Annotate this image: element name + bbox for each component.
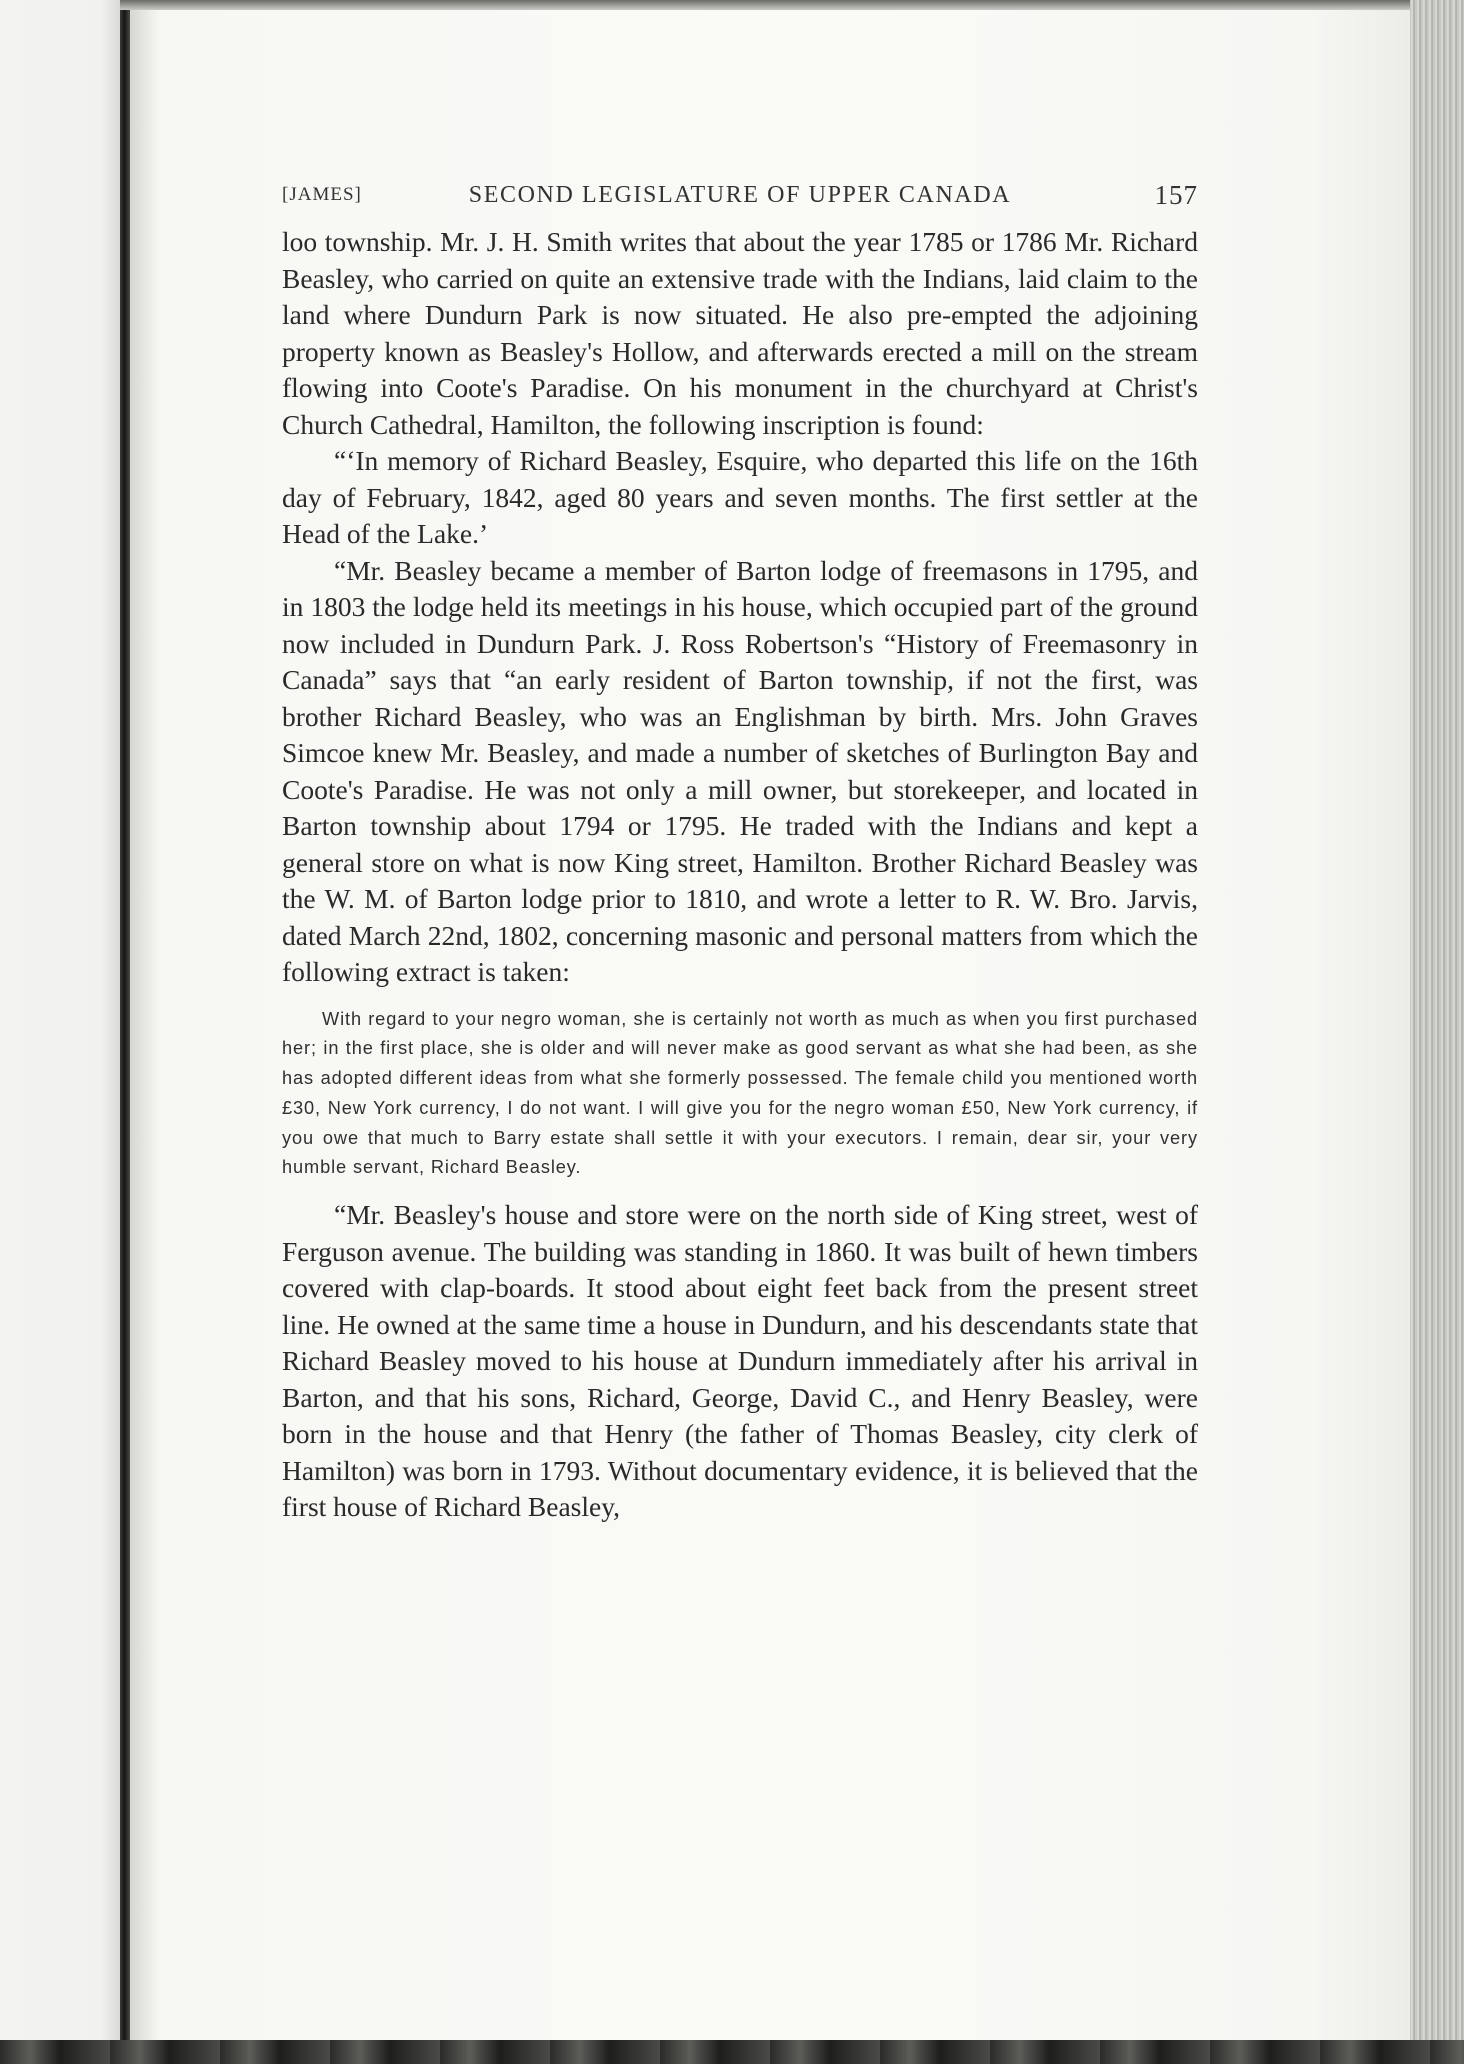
paragraph-house: “Mr. Beasley's house and store were on the north side of King street, west of Ferguson avenue. The building was standing in 1860. It was built of hewn timbers covered with clap-boards. It stood about eight feet back from the present street line. He owned at the same time a house in Dundurn, and his descendants state that Richard Beasley moved to his house at Dundurn immediately after his arrival in Barton, and that his sons, Richard, George, David C., and Henry Beasley, were born in the house and that Henry (the father of Thomas Beasley, city clerk of Hamilton) was born in 1793. Without documentary evidence, it is believed that the first house of Richard Beasley,	[282, 1199, 1198, 1523]
paragraph-freemasons: “Mr. Beasley became a member of Barton lodge of freemasons in 1795, and in 1803 the lodge held its meetings in his house, which occupied part of the ground now included in Dundurn Park. J. Ross Robertson's “History of Freemasonry in Canada” says that “an early resident of Barton township, if not the first, was brother Richard Beasley, who was an Englishman by birth. Mrs. John Graves Simcoe knew Mr. Beasley, and made a number of sketches of Burlington Bay and Coote's Paradise. He was not only a mill owner, but storekeeper, and located in Barton township about 1794 or 1795. He traded with the Indians and kept a general store on what is now King street, Hamilton. Brother Richard Beasley was the W. M. of Barton lodge prior to 1810, and wrote a letter to R. W. Bro. Jarvis, dated March 22nd, 1802, concerning masonic and personal matters from which the following extract is taken:	[282, 554, 1198, 987]
page-edges	[1410, 0, 1464, 2064]
bottom-scan-edge	[0, 2040, 1464, 2064]
running-head-title: SECOND LEGISLATURE OF UPPER CANADA	[468, 182, 1012, 208]
scan-left-margin	[0, 0, 120, 2064]
paragraph-inscription: “‘In memory of Richard Beasley, Esquire, who departed this life on the 16th day of February, 1842, aged 80 years and seven months. The first settler at the Head of the Lake.’	[282, 445, 1198, 549]
running-head	[282, 180, 1198, 220]
paragraph-continuation: loo township. Mr. J. H. Smith writes that about the year 1785 or 1786 Mr. Richard Beasley, who carried on quite an extensive trade with the Indians, laid claim to the land where Dundurn Park is now situated. He also pre-empted the adjoining property known as Beasley's Hollow, and afterwards erected a mill on the stream flowing into Coote's Paradise. On his monument in the churchyard at Christ's Church Cathedral, Hamilton, the following inscription is found:	[282, 226, 1198, 440]
letter-extract: With regard to your negro woman, she is certainly not worth as much as when you first purchased her; in the first place, she is older and will never make as good servant as what she had been, as she has adopted different ideas from what she formerly possessed. The female child you mentioned worth £30, New York currency, I do not want. I will give you for the negro woman £50, New York currency, if you owe that much to Barry estate shall settle it with your executors. I remain, dear sir, your very humble servant, Richard Beasley.	[282, 1008, 1198, 1178]
book-spine	[120, 0, 130, 2064]
top-scan-shadow	[120, 0, 1420, 10]
running-head-section: [JAMES]	[282, 184, 362, 205]
page-text-block	[282, 180, 1198, 1526]
page-number: 157	[1154, 180, 1198, 210]
